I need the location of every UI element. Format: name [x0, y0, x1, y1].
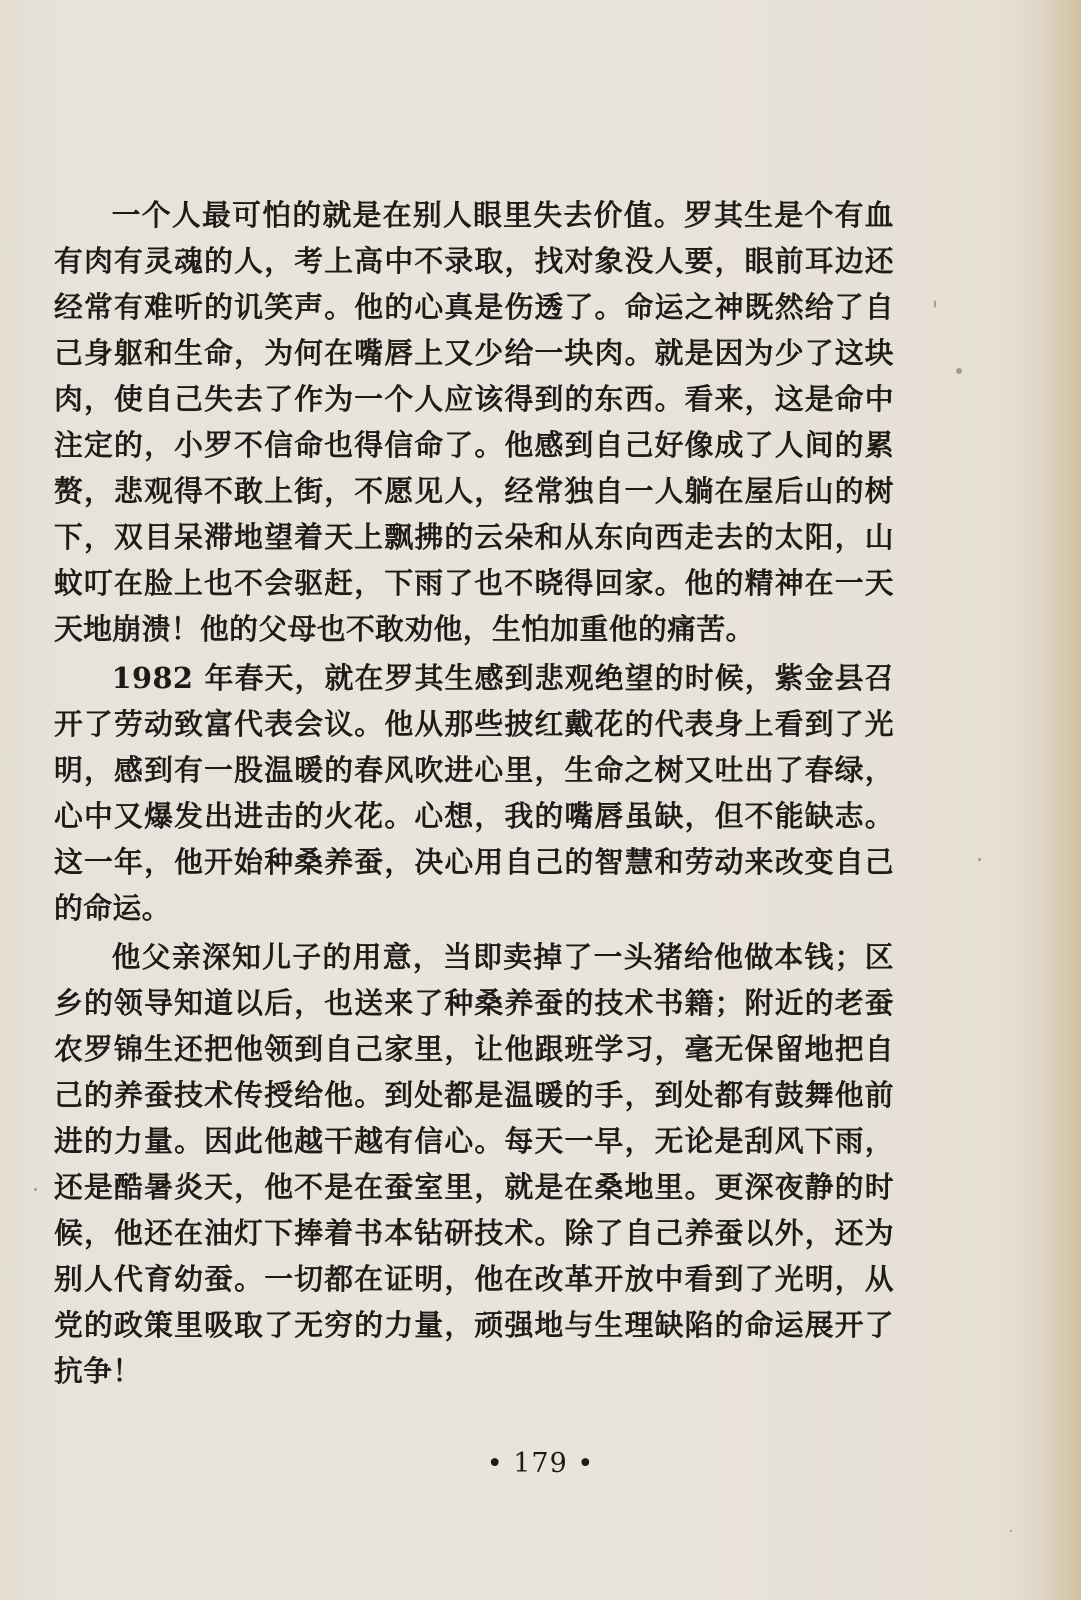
- paper-speck: [34, 1188, 37, 1191]
- page-number: • 179 •: [486, 1448, 595, 1479]
- body-text: [54, 192, 894, 1394]
- paragraph-2: 1982 年春天，就在罗其生感到悲观绝望的时候，紫金县召开了劳动致富代表会议。他从那些披红戴花的代表身上看到了光明，感到有一股温暖的春风吹进心里，生命之树又吐出了春绿，心中又爆发出进击的火花。心想，我的嘴唇虽缺，但不能缺志。这一年，他开始种桑养蚕，决心用自己的智慧和劳动来改变自己的命运。: [54, 661, 894, 925]
- paper-speck: [978, 858, 981, 861]
- paragraph-3: 他父亲深知儿子的用意，当即卖掉了一头猪给他做本钱；区乡的领导知道以后，也送来了种桑养蚕的技术书籍；附近的老蚕农罗锦生还把他领到自己家里，让他跟班学习，毫无保留地把自己的养蚕技术传授给他。到处都是温暖的手，到处都有鼓舞他前进的力量。因此他越干越有信心。每天一早，无论是刮风下雨，还是酷暑炎天，他不是在蚕室里，就是在桑地里。更深夜静的时候，他还在油灯下捧着书本钻研技术。除了自己养蚕以外，还为别人代育幼蚕。一切都在证明，他在改革开放中看到了光明，从党的政策里吸取了无穷的力量，顽强地与生理缺陷的命运展开了抗争！: [54, 940, 894, 1388]
- paper-speck: [934, 300, 936, 308]
- paragraph-1: 一个人最可怕的就是在别人眼里失去价值。罗其生是个有血有肉有灵魂的人，考上高中不录取，找对象没人要，眼前耳边还经常有难听的讥笑声。他的心真是伤透了。命运之神既然给了自己身躯和生命，为何在嘴唇上又少给一块肉。就是因为少了这块肉，使自己失去了作为一个人应该得到的东西。看来，这是命中注定的，小罗不信命也得信命了。他感到自己好像成了人间的累赘，悲观得不敢上街，不愿见人，经常独自一人躺在屋后山的树下，双目呆滞地望着天上飘拂的云朵和从东向西走去的太阳，山蚊叮在脸上也不会驱赶，下雨了也不晓得回家。他的精神在一天天地崩溃！他的父母也不敢劝他，生怕加重他的痛苦。: [54, 198, 894, 646]
- paper-speck: [1010, 1530, 1012, 1532]
- paper-speck: [956, 368, 962, 374]
